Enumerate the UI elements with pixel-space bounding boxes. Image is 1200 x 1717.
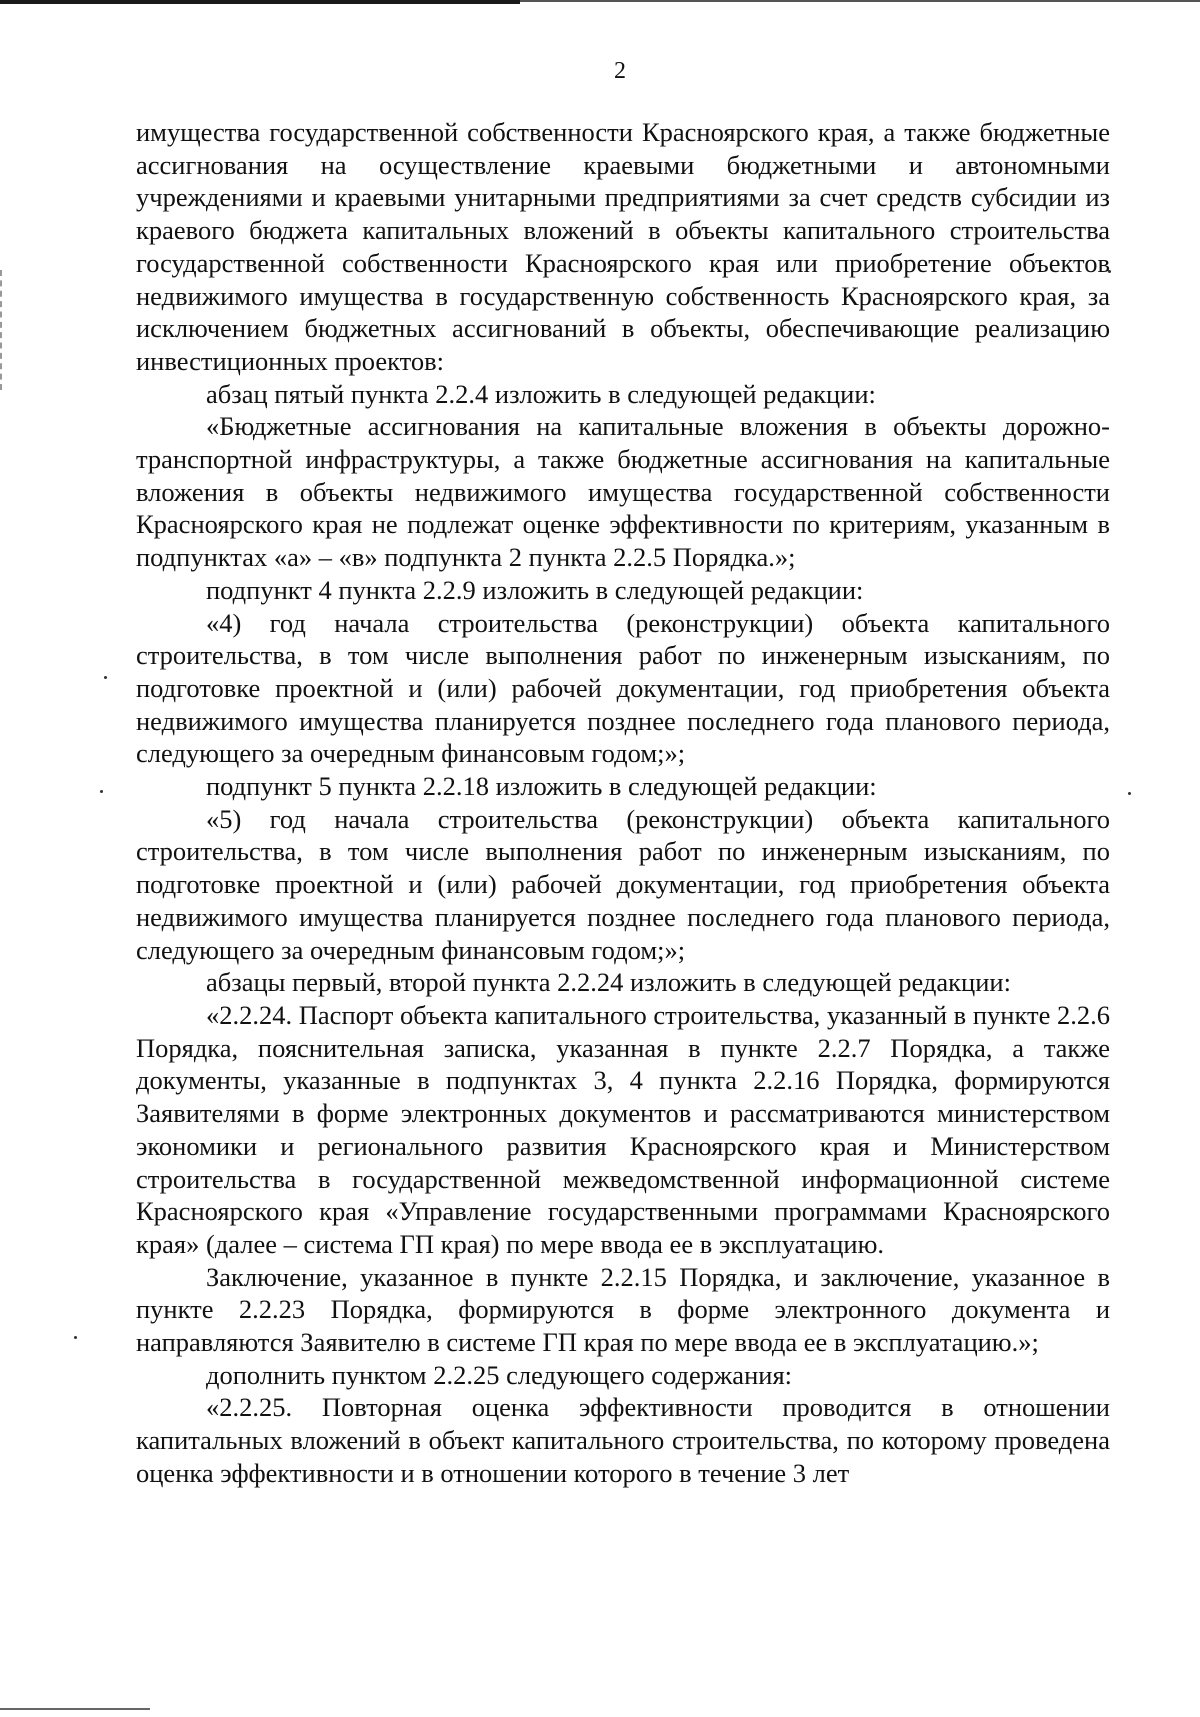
scan-speck <box>1128 792 1131 795</box>
paragraph: «2.2.24. Паспорт объекта капитального строительства, указанный в пункте 2.2.6 Порядка, пояснительная записка, указанная в пункте 2.2.7 Порядка, а также документы, указанные в подпунктах 3, 4 пункта 2.2.16 Порядка, формируются Заявителями в форме электронных документов и рассматриваются министерством экономики и регионального развития Красноярского края и Министерством строительства в государственной межведомственной информационной системе Красноярского края «Управление государственными программами Красноярского края» (далее – система ГП края) по мере ввода ее в эксплуатацию. <box>136 999 1110 1259</box>
paragraph: имущества государственной собственности Красноярского края, а также бюджетные ассигнования на осуществление краевыми бюджетными и автономными учреждениями и краевыми унитарными предприятиями за счет средств субсидии из краевого бюджета капитальных вложений в объекты капитального строительства государственной собственности Красноярского края или приобретение объектов недвижимого имущества в государственную собственность Красноярского края, за исключением бюджетных ассигнований в объекты, обеспечивающие реализацию инвестиционных проектов: <box>136 117 1110 376</box>
scan-speck <box>104 676 107 679</box>
paragraph: подпункт 4 пункта 2.2.9 изложить в следующей редакции: <box>206 574 864 605</box>
scan-edge-top <box>0 0 520 4</box>
paragraph: «4) год начала строительства (реконструкции) объекта капитального строительства, в том числе выполнения работ по инженерным изысканиям, по подготовке проектной и (или) рабочей документации, год приобретения объекта недвижимого имущества планируется позднее последнего года планового периода, следующего за очередным финансовым годом;»; <box>136 607 1110 769</box>
scan-edge-top-thin <box>520 0 1200 2</box>
paragraph: дополнить пунктом 2.2.25 следующего содержания: <box>206 1359 792 1390</box>
paragraph: «2.2.25. Повторная оценка эффективности проводится в отношении капитальных вложений в объект капитального строительства, по которому проведена оценка эффективности и в отношении которого в течение 3 лет <box>136 1392 1110 1488</box>
paragraph: «5) год начала строительства (реконструкции) объекта капитального строительства, в том числе выполнения работ по инженерным изысканиям, по подготовке проектной и (или) рабочей документации, год приобретения объекта недвижимого имущества планируется позднее последнего года планового периода, следующего за очередным финансовым годом;»; <box>136 803 1110 965</box>
paragraph: абзацы первый, второй пункта 2.2.24 изложить в следующей редакции: <box>206 967 1011 998</box>
scan-speck <box>100 790 103 793</box>
paragraph: «Бюджетные ассигнования на капитальные вложения в объекты дорожно-транспортной инфраструктуры, а также бюджетные ассигнования на капитальные вложения в объекты недвижимого имущества государственной собственности Красноярского края не подлежат оценке эффективности по критериям, указанным в подпунктах «а» – «в» подпункта 2 пункта 2.2.5 Порядка.»; <box>136 411 1110 573</box>
scan-edge-bottom <box>0 1708 150 1710</box>
paragraph: абзац пятый пункта 2.2.4 изложить в следующей редакции: <box>206 378 876 409</box>
scan-speck <box>74 1336 77 1339</box>
document-body <box>136 116 1110 1490</box>
scan-edge-left <box>0 270 4 390</box>
paragraph: Заключение, указанное в пункте 2.2.15 Порядка, и заключение, указанное в пункте 2.2.23 Порядка, формируются в форме электронного документа и направляются Заявителю в системе ГП края по мере ввода ее в эксплуатацию.»; <box>136 1261 1110 1358</box>
page-number: 2 <box>614 58 626 84</box>
paragraph: подпункт 5 пункта 2.2.18 изложить в следующей редакции: <box>206 771 877 802</box>
